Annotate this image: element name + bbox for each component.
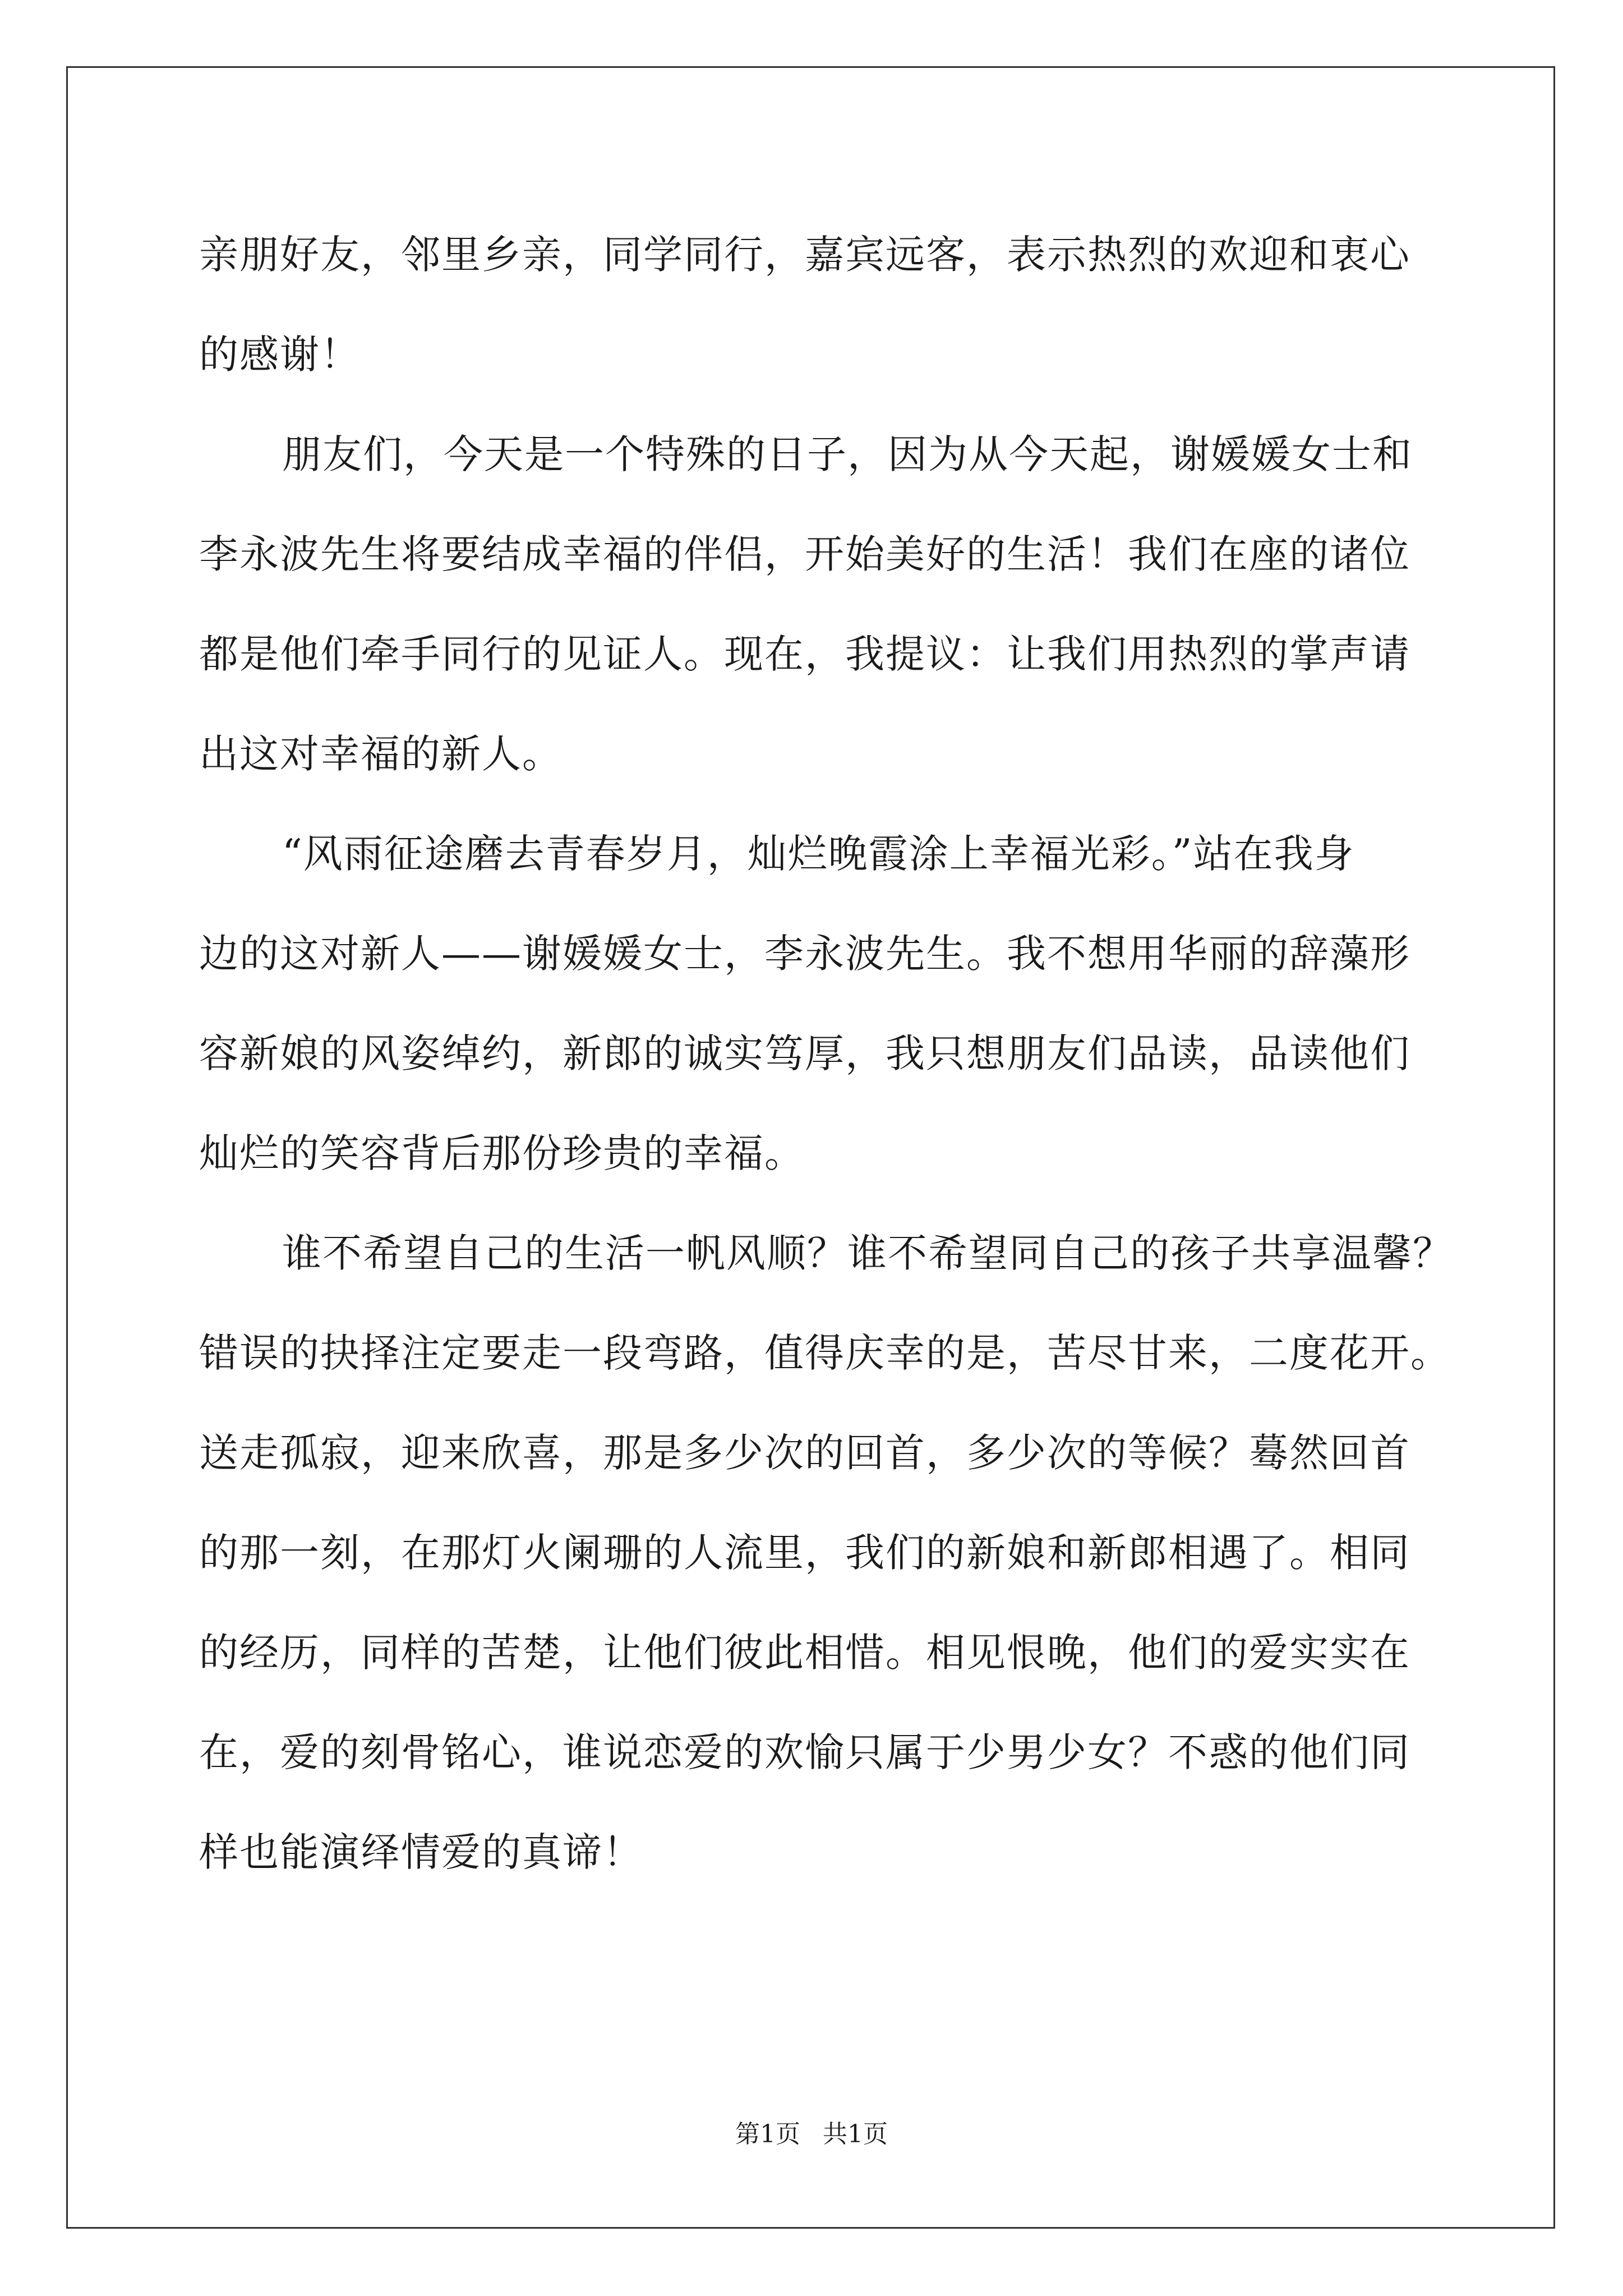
text-line: 样也能演绎情爱的真谛！ bbox=[199, 1829, 643, 1875]
text-line: “风雨征途磨去青春岁月，灿烂晚霞涂上幸福光彩。”站在我身 bbox=[282, 831, 1355, 877]
page-footer bbox=[0, 2118, 1623, 2151]
page-total: 共1页 bbox=[823, 2120, 888, 2148]
text-line: 在，爱的刻骨铭心，谁说恋爱的欢愉只属于少男少女？不惑的他们同 bbox=[199, 1729, 1410, 1775]
text-line: 李永波先生将要结成幸福的伴侣，开始美好的生活！我们在座的诸位 bbox=[199, 531, 1410, 577]
text-line: 灿烂的笑容背后那份珍贵的幸福。 bbox=[199, 1130, 805, 1176]
text-line: 亲朋好友，邻里乡亲，同学同行，嘉宾远客，表示热烈的欢迎和衷心 bbox=[199, 232, 1410, 278]
text-line: 边的这对新人——谢媛媛女士，李永波先生。我不想用华丽的辞藻形 bbox=[199, 931, 1410, 977]
text-line: 送走孤寂，迎来欣喜，那是多少次的回首，多少次的等候？蓦然回首 bbox=[199, 1430, 1410, 1476]
document-body bbox=[199, 205, 1453, 1902]
text-line: 出这对幸福的新人。 bbox=[199, 731, 562, 777]
text-line: 谁不希望自己的生活一帆风顺？谁不希望同自己的孩子共享温馨？ bbox=[282, 1230, 1453, 1276]
text-line: 的感谢！ bbox=[199, 332, 361, 378]
text-line: 都是他们牵手同行的见证人。现在，我提议：让我们用热烈的掌声请 bbox=[199, 631, 1410, 677]
text-line: 容新娘的风姿绰约，新郎的诚实笃厚，我只想朋友们品读，品读他们 bbox=[199, 1030, 1410, 1076]
text-line: 的经历，同样的苦楚，让他们彼此相惜。相见恨晚，他们的爱实实在 bbox=[199, 1630, 1410, 1676]
text-line: 的那一刻，在那灯火阑珊的人流里，我们的新娘和新郎相遇了。相同 bbox=[199, 1530, 1410, 1576]
text-line: 错误的抉择注定要走一段弯路，值得庆幸的是，苦尽甘来，二度花开。 bbox=[199, 1330, 1451, 1376]
page-number: 第1页 bbox=[735, 2120, 800, 2148]
text-line: 朋友们，今天是一个特殊的日子，因为从今天起，谢媛媛女士和 bbox=[282, 431, 1413, 477]
